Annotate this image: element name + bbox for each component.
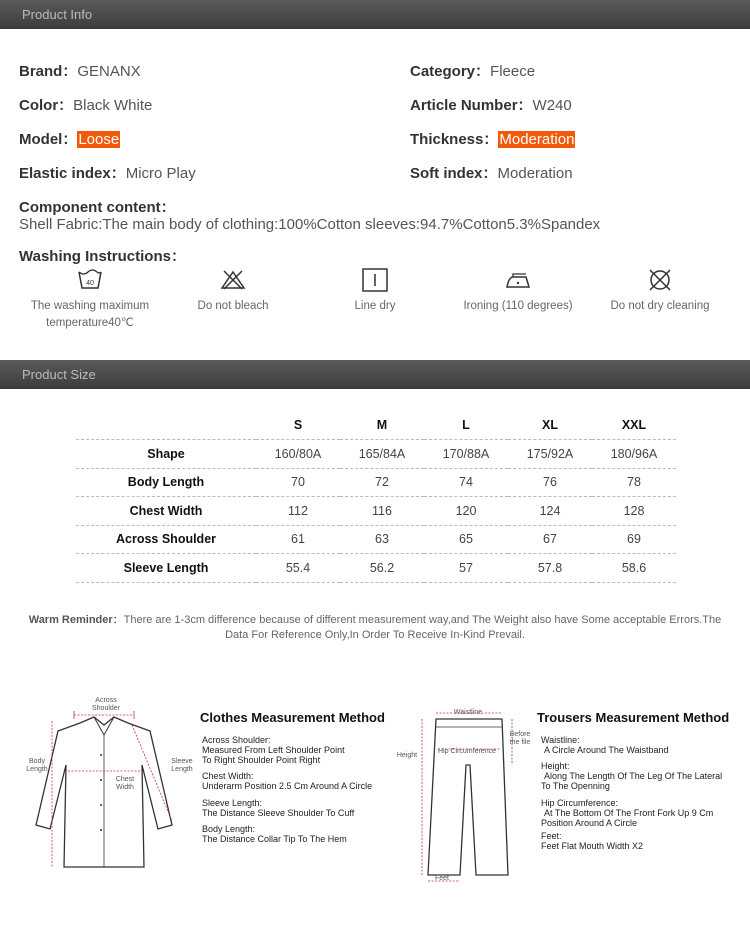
table-cell: 72 xyxy=(340,468,424,497)
fig-chest-width-label: Chest Width xyxy=(115,776,135,791)
fig-sleeve-length-label: Sleeve Length xyxy=(171,758,193,773)
table-cell: 124 xyxy=(508,497,592,526)
trousers-item-2: Height: Along The Length Of The Leg Of The Lateral To The Openning xyxy=(541,761,723,791)
table-cell: 57 xyxy=(424,554,508,583)
no-dry-clean-icon xyxy=(646,268,674,292)
size-table xyxy=(76,411,676,583)
clothes-item-1: Across Shoulder: Measured From Left Shoulder Point To Right Shoulder Point Right xyxy=(202,735,345,765)
table-cell: 180/96A xyxy=(592,440,676,469)
brand-label: Brand： xyxy=(19,63,78,80)
article-row xyxy=(410,94,572,115)
table-cell: 63 xyxy=(340,525,424,554)
table-row xyxy=(76,440,676,469)
table-row xyxy=(76,525,676,554)
reminder-label: Warm Reminder： xyxy=(28,614,124,626)
wash-item-3 xyxy=(315,268,435,315)
wash-item-5-label: Do not dry cleaning xyxy=(610,300,710,312)
table-cell: 165/84A xyxy=(340,440,424,469)
table-cell: 78 xyxy=(592,468,676,497)
wash-40-icon xyxy=(77,268,103,292)
thickness-value: Moderation xyxy=(499,131,575,148)
table-cell: 70 xyxy=(256,468,340,497)
table-cell: 160/80A xyxy=(256,440,340,469)
thickness-label: Thickness： xyxy=(410,131,499,148)
brand-row xyxy=(19,60,141,81)
color-label: Color： xyxy=(19,97,74,114)
row-label: Sleeve Length xyxy=(76,554,256,583)
elastic-row xyxy=(19,162,196,183)
color-value: Black White xyxy=(73,97,153,114)
brand-value: GENANX xyxy=(77,63,141,80)
fig-before-label: Before the file xyxy=(509,731,531,746)
color-row xyxy=(19,94,152,115)
table-cell: 55.4 xyxy=(256,554,340,583)
fig-across-shoulder-label: Across Shoulder xyxy=(91,697,121,712)
fig-feet-label: Feet xyxy=(434,875,449,882)
fig-height-label: Height xyxy=(396,752,418,759)
trousers-item-1: Waistline: A Circle Around The Waistband xyxy=(541,735,669,755)
wash-item-1 xyxy=(10,268,170,332)
wash-item-5 xyxy=(590,268,730,315)
size-col-s: S xyxy=(256,411,340,440)
table-cell: 61 xyxy=(256,525,340,554)
table-cell: 65 xyxy=(424,525,508,554)
category-row xyxy=(410,60,535,81)
elastic-value: Micro Play xyxy=(125,165,196,182)
table-cell: 56.2 xyxy=(340,554,424,583)
iron-icon xyxy=(504,268,532,292)
clothes-item-4: Body Length: The Distance Collar Tip To The Hem xyxy=(202,824,347,844)
trousers-item-3: Hip Circumference: At The Bottom Of The Front Fork Up 9 Cm Position Around A Circle xyxy=(541,798,714,828)
size-col-xl: XL xyxy=(508,411,592,440)
wash-item-3-label: Line dry xyxy=(354,300,396,312)
no-bleach-icon xyxy=(219,268,247,292)
table-row xyxy=(76,554,676,583)
table-cell: 170/88A xyxy=(424,440,508,469)
soft-row xyxy=(410,162,573,183)
reminder-line2: Data For Reference Only,In Order To Receive In-Kind Prevail. xyxy=(225,629,525,641)
table-row xyxy=(76,468,676,497)
table-cell: 69 xyxy=(592,525,676,554)
fig-waistline-label: Waistline xyxy=(453,709,483,716)
model-row xyxy=(19,128,120,149)
table-cell: 128 xyxy=(592,497,676,526)
table-cell: 116 xyxy=(340,497,424,526)
fig-body-length-label: Body Length xyxy=(26,758,48,773)
model-label: Model： xyxy=(19,131,78,148)
size-table-corner xyxy=(76,411,256,440)
category-label: Category： xyxy=(410,63,491,80)
table-cell: 120 xyxy=(424,497,508,526)
fig-hip-label: Hip Circumference xyxy=(438,748,496,755)
soft-value: Moderation xyxy=(497,165,573,182)
category-value: Fleece xyxy=(490,63,536,80)
product-info-header: Product Info xyxy=(0,0,750,29)
table-cell: 76 xyxy=(508,468,592,497)
size-table-header xyxy=(76,411,676,440)
thickness-row xyxy=(410,128,575,149)
size-col-m: M xyxy=(340,411,424,440)
clothes-method-title: Clothes Measurement Method xyxy=(200,710,385,725)
warm-reminder xyxy=(0,613,750,643)
trousers-method-title: Trousers Measurement Method xyxy=(537,710,730,725)
wash-item-2 xyxy=(163,268,303,315)
table-row xyxy=(76,497,676,526)
size-col-l: L xyxy=(424,411,508,440)
article-label: Article Number： xyxy=(410,97,533,114)
component-label: Component content： xyxy=(19,199,176,216)
table-cell: 175/92A xyxy=(508,440,592,469)
table-cell: 57.8 xyxy=(508,554,592,583)
size-col-xxl: XXL xyxy=(592,411,676,440)
clothes-item-3: Sleeve Length: The Distance Sleeve Shoulder To Cuff xyxy=(202,798,355,818)
row-label: Chest Width xyxy=(76,497,256,526)
trousers-item-4: Feet: Feet Flat Mouth Width X2 xyxy=(541,831,644,851)
table-cell: 58.6 xyxy=(592,554,676,583)
svg-text:40: 40 xyxy=(86,280,94,287)
wash-item-4-label: Ironing (110 degrees) xyxy=(463,300,573,312)
row-label: Shape xyxy=(76,440,256,469)
table-cell: 112 xyxy=(256,497,340,526)
row-label: Body Length xyxy=(76,468,256,497)
wash-item-2-label: Do not bleach xyxy=(197,300,269,312)
soft-label: Soft index： xyxy=(410,165,498,182)
wash-item-1-line2: temperature40℃ xyxy=(46,317,134,329)
clothes-item-2: Chest Width: Underarm Position 2.5 Cm Around A Circle xyxy=(202,771,373,791)
elastic-label: Elastic index： xyxy=(19,165,126,182)
product-size-header: Product Size xyxy=(0,360,750,389)
component-value: Shell Fabric:The main body of clothing:100%Cotton sleeves:94.7%Cotton5.3%Spandex xyxy=(19,216,601,233)
washing-label: Washing Instructions： xyxy=(19,248,186,265)
article-value: W240 xyxy=(532,97,572,114)
wash-item-4 xyxy=(448,268,588,315)
reminder-line1: There are 1-3cm difference because of different measurement way,and The Weight also have Some acceptable Errors.The xyxy=(123,614,722,626)
row-label: Across Shoulder xyxy=(76,525,256,554)
model-value: Loose xyxy=(78,131,120,148)
table-cell: 74 xyxy=(424,468,508,497)
wash-item-1-line1: The washing maximum xyxy=(30,300,150,312)
table-cell: 67 xyxy=(508,525,592,554)
line-dry-icon xyxy=(361,268,389,292)
